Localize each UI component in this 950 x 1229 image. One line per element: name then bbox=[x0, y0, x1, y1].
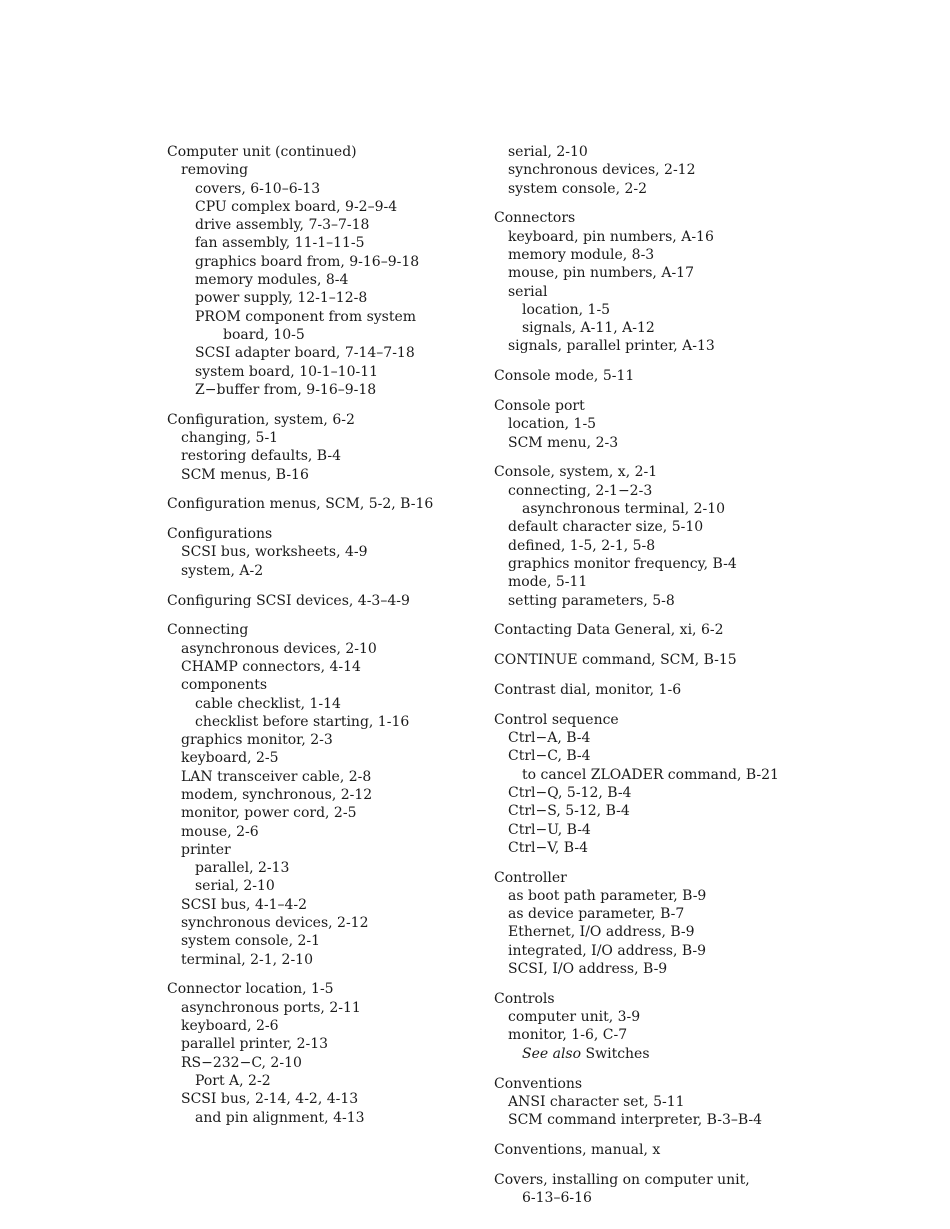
index-subentry: SCSI bus, 2-14, 4-2, 4-13 bbox=[181, 1091, 359, 1108]
index-subentry: SCSI adapter board, 7-14–7-18 bbox=[195, 345, 415, 362]
index-subentry: mouse, 2-6 bbox=[181, 823, 259, 840]
index-subentry: CPU complex board, 9-2–9-4 bbox=[195, 198, 398, 215]
index-heading: Connecting bbox=[167, 622, 249, 639]
index-subentry: SCSI, I/O address, B-9 bbox=[508, 961, 668, 978]
index-subentry: SCSI bus, worksheets, 4-9 bbox=[181, 544, 368, 561]
index-subentry: Ctrl−S, 5-12, B-4 bbox=[508, 803, 630, 820]
index-heading: Configuring SCSI devices, 4-3–4-9 bbox=[167, 592, 410, 609]
index-subentry: parallel, 2-13 bbox=[195, 860, 290, 877]
index-heading: Conventions, manual, x bbox=[494, 1141, 661, 1158]
index-subentry: fan assembly, 11-1–11-5 bbox=[195, 235, 365, 252]
index-subentry: system, A-2 bbox=[181, 562, 264, 579]
index-subentry: SCM menus, B-16 bbox=[181, 466, 309, 483]
index-subentry: ANSI character set, 5-11 bbox=[508, 1093, 685, 1110]
index-subentry: to cancel ZLOADER command, B-21 bbox=[522, 766, 779, 783]
index-subentry: system board, 10-1–10-11 bbox=[195, 363, 379, 380]
index-subentry: graphics monitor frequency, B-4 bbox=[508, 555, 737, 572]
index-heading: Configurations bbox=[167, 526, 273, 543]
index-heading: Computer unit (continued) bbox=[167, 144, 357, 160]
index-heading: Console, system, x, 2-1 bbox=[494, 464, 658, 481]
index-heading: Control sequence bbox=[494, 711, 619, 728]
index-subentry: memory module, 8-3 bbox=[508, 246, 655, 263]
index-subentry: Ctrl−Q, 5-12, B-4 bbox=[508, 784, 632, 801]
index-heading: Contacting Data General, xi, 6-2 bbox=[494, 622, 724, 639]
index-heading: Console mode, 5-11 bbox=[494, 368, 635, 385]
see-also-label: See also bbox=[522, 1045, 582, 1062]
index-subentry: Ctrl−U, B-4 bbox=[508, 821, 591, 838]
index-heading: Controls bbox=[494, 990, 555, 1007]
index-subentry: Ctrl−A, B-4 bbox=[508, 730, 591, 747]
index-heading: Covers, installing on computer unit, bbox=[494, 1171, 750, 1188]
index-subentry: terminal, 2-1, 2-10 bbox=[181, 951, 313, 968]
index-subentry: graphics monitor, 2-3 bbox=[181, 732, 333, 749]
index-subentry: serial bbox=[508, 283, 548, 300]
index-subentry: SCSI bus, 4-1–4-2 bbox=[181, 896, 308, 913]
index-subentry: integrated, I/O address, B-9 bbox=[508, 942, 707, 959]
index-subentry: default character size, 5-10 bbox=[508, 519, 704, 536]
index-subentry: graphics board from, 9-16–9-18 bbox=[195, 253, 420, 270]
index-subentry: as boot path parameter, B-9 bbox=[508, 887, 707, 904]
index-subentry: CHAMP connectors, 4-14 bbox=[181, 658, 361, 675]
index-subentry: synchronous devices, 2-12 bbox=[181, 915, 369, 932]
index-heading: Connectors bbox=[494, 210, 576, 227]
index-heading: Console port bbox=[494, 398, 585, 415]
index-subentry: signals, parallel printer, A-13 bbox=[508, 338, 715, 355]
index-heading: CONTINUE command, SCM, B-15 bbox=[494, 652, 737, 669]
index-subentry: mouse, pin numbers, A-17 bbox=[508, 265, 694, 282]
index-column-left bbox=[167, 143, 487, 1127]
index-subentry: system console, 2-1 bbox=[181, 933, 321, 950]
index-subentry: covers, 6-10–6-13 bbox=[195, 180, 321, 197]
index-subentry: SCM menu, 2-3 bbox=[508, 434, 619, 451]
index-subentry: monitor, 1-6, C-7 bbox=[508, 1027, 628, 1044]
index-heading: Connector location, 1-5 bbox=[167, 981, 334, 998]
index-heading: Conventions bbox=[494, 1075, 583, 1092]
index-subentry: signals, A-11, A-12 bbox=[522, 320, 655, 337]
index-subentry: and pin alignment, 4-13 bbox=[195, 1109, 365, 1126]
index-subentry: Port A, 2-2 bbox=[195, 1072, 271, 1089]
see-also-target: Switches bbox=[585, 1045, 650, 1062]
index-subentry: drive assembly, 7-3–7-18 bbox=[195, 217, 370, 234]
index-heading: Controller bbox=[494, 869, 567, 886]
index-subentry: asynchronous ports, 2-11 bbox=[181, 999, 361, 1016]
index-subentry: defined, 1-5, 2-1, 5-8 bbox=[508, 537, 656, 554]
index-subentry: power supply, 12-1–12-8 bbox=[195, 290, 368, 307]
index-subentry: connecting, 2-1−2-3 bbox=[508, 482, 653, 499]
index-heading: Configuration, system, 6-2 bbox=[167, 411, 355, 428]
index-subentry: 6-13–6-16 bbox=[522, 1190, 592, 1207]
index-subentry: parallel printer, 2-13 bbox=[181, 1036, 329, 1053]
index-subentry: LAN transceiver cable, 2-8 bbox=[181, 768, 372, 785]
index-subentry: location, 1-5 bbox=[522, 301, 611, 318]
index-subentry: printer bbox=[181, 841, 231, 858]
index-subentry: system console, 2-2 bbox=[508, 180, 648, 197]
index-subentry: restoring defaults, B-4 bbox=[181, 448, 341, 465]
index-subentry: modem, synchronous, 2-12 bbox=[181, 787, 373, 803]
index-subentry: changing, 5-1 bbox=[181, 429, 279, 446]
index-subentry: keyboard, 2-6 bbox=[181, 1018, 279, 1035]
index-subentry: mode, 5-11 bbox=[508, 574, 588, 591]
index-subentry: memory modules, 8-4 bbox=[195, 272, 349, 289]
index-subentry: serial, 2-10 bbox=[508, 144, 588, 160]
index-subentry: Ethernet, I/O address, B-9 bbox=[508, 924, 695, 941]
index-subentry: as device parameter, B-7 bbox=[508, 906, 685, 923]
index-subentry: checklist before starting, 1-16 bbox=[195, 713, 410, 730]
index-subentry: cable checklist, 1-14 bbox=[195, 695, 341, 712]
index-column-right bbox=[494, 143, 824, 1207]
index-subentry: asynchronous terminal, 2-10 bbox=[522, 501, 726, 518]
index-subentry: Ctrl−C, B-4 bbox=[508, 748, 591, 765]
index-subentry: serial, 2-10 bbox=[195, 878, 275, 895]
index-heading: Contrast dial, monitor, 1-6 bbox=[494, 681, 682, 698]
index-subentry: monitor, power cord, 2-5 bbox=[181, 805, 357, 822]
index-heading: Configuration menus, SCM, 5-2, B-16 bbox=[167, 496, 434, 513]
index-subentry: PROM component from system bbox=[195, 308, 417, 325]
index-subentry: RS−232−C, 2-10 bbox=[181, 1054, 302, 1071]
index-subentry: SCM command interpreter, B-3–B-4 bbox=[508, 1112, 763, 1129]
index-subentry: computer unit, 3-9 bbox=[508, 1009, 641, 1026]
index-subentry: Z−buffer from, 9-16–9-18 bbox=[195, 381, 377, 398]
index-subentry: components bbox=[181, 677, 268, 694]
index-subentry: asynchronous devices, 2-10 bbox=[181, 640, 377, 657]
index-subentry: setting parameters, 5-8 bbox=[508, 592, 675, 609]
index-subentry: keyboard, 2-5 bbox=[181, 750, 279, 767]
index-subentry: location, 1-5 bbox=[508, 416, 597, 433]
index-subentry: synchronous devices, 2-12 bbox=[508, 162, 696, 179]
index-subentry: keyboard, pin numbers, A-16 bbox=[508, 228, 714, 245]
index-subentry: Ctrl−V, B-4 bbox=[508, 839, 588, 856]
index-subentry: board, 10-5 bbox=[223, 326, 305, 343]
index-subentry: removing bbox=[181, 162, 249, 179]
index-subentry bbox=[494, 1045, 824, 1063]
